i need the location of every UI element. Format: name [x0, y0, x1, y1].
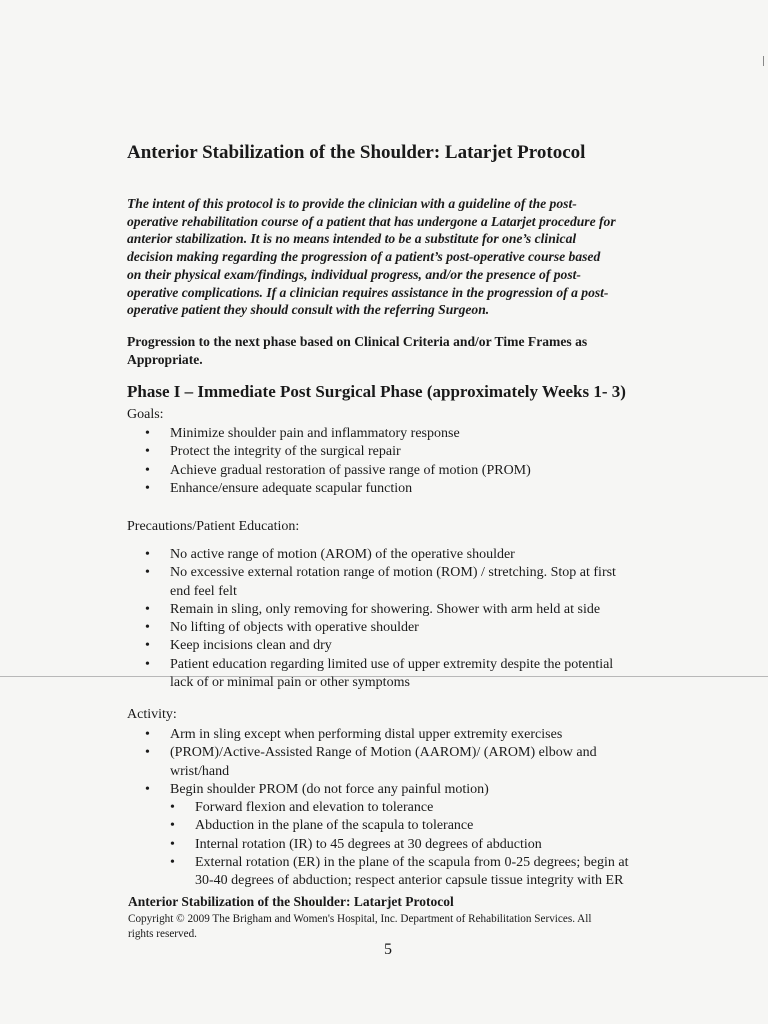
bullet-icon: •	[145, 547, 150, 562]
list-item: • No excessive external rotation range of motion (ROM) / stretching. Stop at first end feel felt	[145, 565, 616, 599]
goals-label: Goals:	[127, 407, 164, 422]
intent-line: on their physical exam/findings, individual progress, and/or the presence of post-	[127, 266, 581, 282]
phase-heading: Phase I – Immediate Post Surgical Phase (approximately Weeks 1- 3)	[127, 382, 626, 401]
prom-sub-list	[170, 799, 628, 890]
list-item: • Remain in sling, only removing for showering. Shower with arm held at side	[145, 601, 616, 619]
bullet-icon: •	[170, 836, 175, 852]
bullet-icon: •	[145, 601, 150, 617]
copyright-notice	[128, 912, 591, 942]
bullet-icon: •	[145, 444, 150, 460]
intent-line: operative patient they should consult with the referring Surgeon.	[127, 302, 490, 318]
bullet-icon: •	[170, 855, 175, 871]
list-item: • No active range of motion (AROM) of the operative shoulder	[145, 546, 616, 564]
footer-title: Anterior Stabilization of the Shoulder: Latarjet Protocol	[128, 894, 454, 909]
intent-paragraph	[127, 195, 652, 319]
intent-line: anterior stabilization. It is no means intended to be a substitute for one’s clinical	[127, 231, 577, 247]
bullet-icon: •	[145, 462, 150, 478]
sub-list-item: • External rotation (ER) in the plane of the scapula from 0-25 degrees; begin at 30-40 degrees of abduction; respect anterior capsule tissue integrity with ER	[170, 855, 629, 889]
precautions-list	[145, 546, 616, 692]
intent-line: decision making regarding the progression of a patient’s post-operative course based	[127, 249, 601, 265]
document-title: Anterior Stabilization of the Shoulder: Latarjet Protocol	[127, 142, 586, 163]
list-item: • Enhance/ensure adequate scapular function	[145, 480, 531, 498]
bullet-icon: •	[145, 565, 150, 581]
intent-line: operative complications. If a clinician requires assistance in the progression of a post-	[127, 284, 609, 300]
list-item: • Protect the integrity of the surgical repair	[145, 443, 531, 461]
list-item: • Patient education regarding limited use of upper extremity despite the potential lack of or minimal pain or other symptoms	[145, 656, 614, 691]
copyright-line: Copyright © 2009 The Brigham and Women's Hospital, Inc. Department of Rehabilitation Services. All	[128, 913, 592, 925]
page-number: 5	[384, 941, 392, 958]
list-item: • Minimize shoulder pain and inflammatory response	[145, 425, 531, 443]
sub-list-item: • Abduction in the plane of the scapula to tolerance	[170, 817, 628, 835]
list-item: • Keep incisions clean and dry	[145, 637, 616, 655]
activity-list	[145, 726, 628, 891]
bullet-icon: •	[145, 638, 150, 654]
progression-line: Appropriate.	[127, 352, 203, 367]
progression-line: Progression to the next phase based on Clinical Criteria and/or Time Frames as	[127, 334, 588, 349]
list-item: • No lifting of objects with operative shoulder	[145, 619, 616, 637]
bullet-icon: •	[145, 727, 150, 742]
bullet-icon: •	[145, 426, 150, 441]
sub-list-item: • Forward flexion and elevation to tolerance	[170, 799, 628, 817]
progression-note	[127, 333, 587, 369]
copyright-line: rights reserved.	[128, 928, 197, 940]
bullet-icon: •	[145, 620, 150, 636]
list-item: • Begin shoulder PROM (do not force any painful motion) • Forward flexion and elevation to tolerance • Abduction in the plane of the scapula to tolerance • Internal rotation (IR) to 45 degrees at 30 degrees of abduction • External rotation (ER) in the plane of the scapula from 0-25 degrees; begin at 30-40 degrees of abduction; respect anterior capsule tissue integrity with ER	[145, 781, 628, 891]
bullet-icon: •	[145, 745, 150, 761]
activity-label: Activity:	[127, 707, 177, 722]
intent-line: The intent of this protocol is to provide the clinician with a guideline of the post-	[127, 196, 577, 211]
bullet-icon: •	[170, 818, 175, 834]
bullet-icon: •	[145, 781, 150, 797]
list-item: • Achieve gradual restoration of passive range of motion (PROM)	[145, 462, 531, 480]
precautions-label: Precautions/Patient Education:	[127, 519, 300, 534]
list-item: • (PROM)/Active-Assisted Range of Motion (AAROM)/ (AROM) elbow and wrist/hand	[145, 745, 597, 779]
scan-edge-mark	[763, 56, 764, 66]
goals-list	[145, 425, 531, 498]
intent-line: operative rehabilitation course of a patient that has undergone a Latarjet procedure for	[127, 213, 616, 229]
bullet-icon: •	[145, 480, 150, 496]
sub-list-item: • Internal rotation (IR) to 45 degrees at 30 degrees of abduction	[170, 836, 628, 854]
bullet-icon: •	[145, 656, 150, 672]
bullet-icon: •	[170, 800, 175, 816]
list-item: • Arm in sling except when performing distal upper extremity exercises	[145, 726, 628, 744]
